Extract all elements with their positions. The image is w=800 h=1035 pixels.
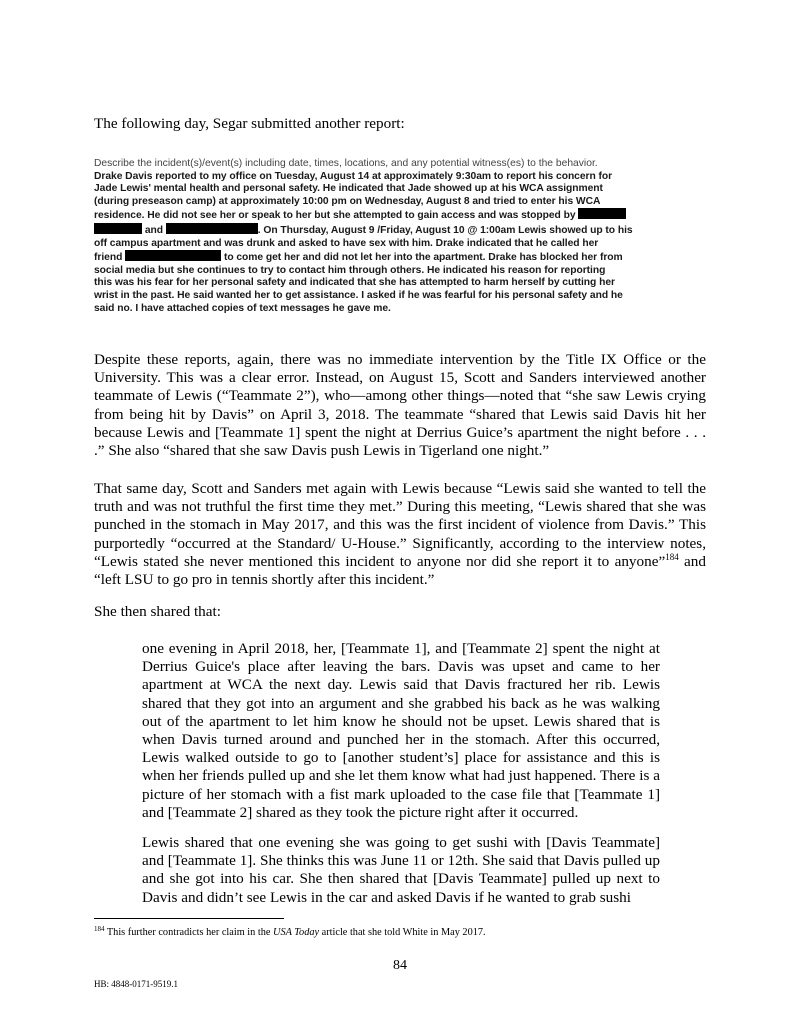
report-line: [94, 223, 706, 238]
footnote-text: article that she told White in May 2017.: [319, 927, 486, 938]
report-line: social media but she continues to try to contact him through others. He indicated his reason for reporting: [94, 264, 606, 276]
report-line-text: to come get her and did not let her into the apartment. Drake has blocked her from: [223, 252, 623, 264]
report-line: said no. I have attached copies of text messages he gave me.: [94, 302, 391, 314]
paragraph-text: and “left LSU to go pro in tennis shortly after this incident.”: [94, 552, 706, 589]
footnote-reference[interactable]: 184: [665, 551, 679, 562]
report-line-text: and: [144, 224, 163, 236]
report-line: this was his fear for her personal safety and indicated that she has attempted to harm herself by cutting her: [94, 277, 615, 289]
redaction-box: [125, 250, 221, 261]
report-line: Drake Davis reported to my office on Tuesday, August 14 at approximately 9:30am to report his concern for: [94, 170, 613, 182]
report-line: Jade Lewis' mental health and personal safety. He indicated that Jade showed up at his WCA assignment: [94, 183, 603, 195]
report-line: (during preseason camp) at approximately 10:00 pm on Wednesday, August 8 and tried to enter his WCA: [94, 195, 601, 207]
footnote-number: 184: [94, 925, 105, 933]
block-quote: Lewis shared that one evening she was going to get sushi with [Davis Teammate] and [Teammate 1]. She thinks this was June 11 or 12th. She said that Davis pulled up and she got into his car. She then shared that [Davis Teammate] pulled up next to Davis and didn’t see Lewis in the car and asked Davis if he wanted to grab sushi: [142, 834, 660, 906]
footnote-italic: USA Today: [273, 927, 320, 938]
report-line: wrist in the past. He said wanted her to get assistance. I asked if he was fearful for his personal safety and he: [94, 289, 623, 301]
footnote: [94, 926, 486, 939]
report-prompt: Describe the incident(s)/event(s) including date, times, locations, and any potential witness(es) to the behavior.: [94, 158, 598, 169]
document-id: HB: 4848-0171-9519.1: [94, 979, 178, 989]
report-line: off campus apartment and was drunk and asked to have sex with him. Drake indicated that he called her: [94, 237, 599, 249]
paragraph-text: That same day, Scott and Sanders met again with Lewis because “Lewis said she wanted to tell the truth and was not truthful the first time they met.” During this meeting, “Lewis shared that she was punched in the stomach in May 2017, and this was the first incident of violence from Davis.” This purportedly “occurred at the Standard/ U-House.” Significantly, according to the interview notes, “Lewis stated she never mentioned this incident to anyone nor did she report it to anyone”: [94, 480, 706, 570]
body-paragraph: She then shared that:: [94, 603, 221, 620]
redaction-box: [94, 223, 142, 234]
redaction-box: [166, 223, 258, 234]
page-number: 84: [393, 958, 407, 973]
report-line-text: friend: [94, 252, 123, 264]
report-excerpt: [94, 158, 706, 315]
footnote-text: This further contradicts her claim in the: [104, 927, 274, 938]
report-line: [94, 208, 706, 223]
report-line-text: residence. He did not see her or speak to her but she attempted to gain access and was stopped by: [94, 210, 576, 222]
body-paragraph: [94, 480, 706, 589]
body-paragraph: Despite these reports, again, there was no immediate intervention by the Title IX Office or the University. This was a clear error. Instead, on August 15, Scott and Sanders interviewed another teammate of Lewis (“Teammate 2”), who—among other things—noted that “she saw Lewis crying from being hit by Davis” on April 3, 2018. The teammate “shared that Lewis said Davis hit her because Lewis and [Teammate 1] spent the night at Derrius Guice’s apartment the night before . . . .” She also “shared that she saw Davis push Lewis in Tigerland one night.”: [94, 351, 706, 460]
block-quote: one evening in April 2018, her, [Teammate 1], and [Teammate 2] spent the night at Derrius Guice's place after leaving the bars. Davis was upset and came to her apartment at WCA the next day. Lewis said that Davis fractured her rib. Lewis shared that they got into an argument and she grabbed his back as he was walking out of the apartment to let him know he should not be upset. Lewis shared that is when Davis turned around and punched her in the stomach. After this occurred, Lewis walked outside to go to [another student’s] place for assistance and this is when her friends pulled up and she let them know what had just happened. There is a picture of her stomach with a fist mark uploaded to the case file that [Teammate 1] and [Teammate 2] shared as they took the picture right after it occurred.: [142, 640, 660, 821]
redaction-box: [578, 208, 626, 219]
report-line: [94, 250, 706, 265]
report-line-text: . On Thursday, August 9 /Friday, August 10 @ 1:00am Lewis showed up to his: [257, 224, 633, 236]
footnote-divider: [94, 918, 284, 919]
intro-paragraph: The following day, Segar submitted another report:: [94, 115, 405, 132]
